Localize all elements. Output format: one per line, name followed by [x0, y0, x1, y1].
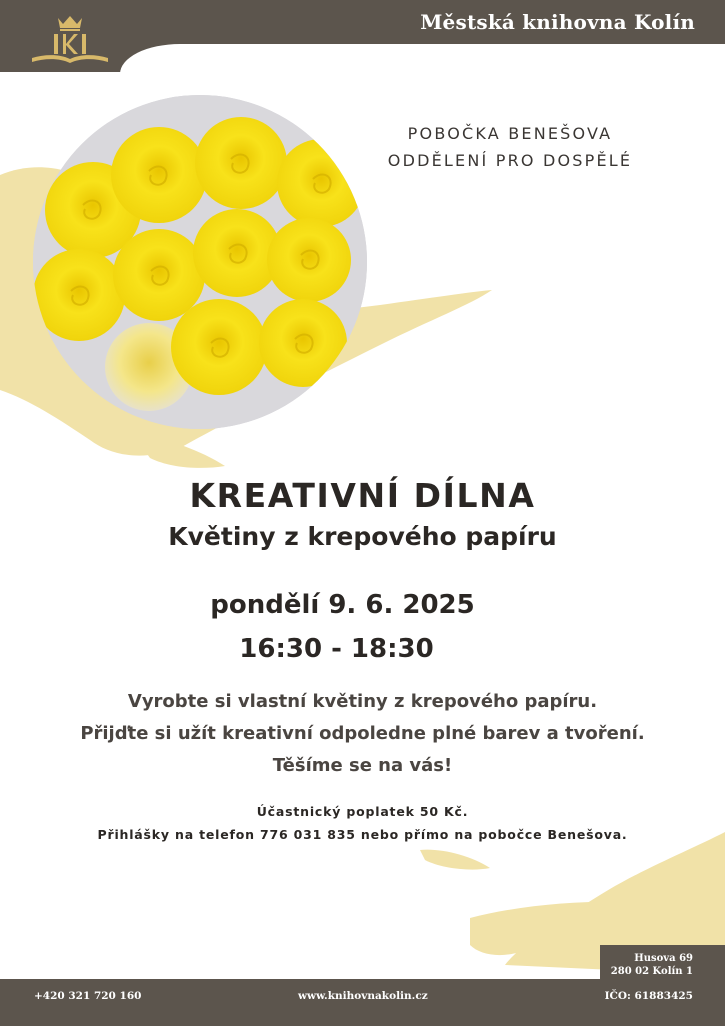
description-line: Vyrobte si vlastní květiny z krepového papíru.	[127, 691, 598, 712]
footer-phone: +420 321 720 160	[34, 990, 142, 1002]
address-street: Husova 69	[634, 953, 693, 964]
address-city: 280 02 Kolín 1	[610, 966, 693, 977]
event-info	[0, 800, 725, 846]
event-title: KREATIVNÍ DÍLNA	[189, 476, 536, 515]
branch-name: POBOČKA BENEŠOVA	[407, 124, 613, 143]
description-line: Přijďte si užít kreativní odpoledne plné barev a tvoření.	[80, 723, 645, 744]
registration-info: Přihlášky na telefon 776 031 835 nebo přímo na pobočce Benešova.	[97, 827, 628, 842]
library-name: Městská knihovna Kolín	[420, 10, 695, 34]
crowned-book-logo-icon	[30, 14, 110, 66]
footer-ico: IČO: 61883425	[604, 990, 693, 1002]
event-subtitle: Květiny z krepového papíru	[168, 522, 557, 551]
event-description	[0, 686, 725, 782]
footer-address	[611, 952, 693, 978]
yellow-paper-flowers-photo	[33, 95, 367, 429]
event-date: pondělí 9. 6. 2025	[210, 590, 475, 620]
footer-website: www.knihovnakolin.cz	[298, 990, 428, 1002]
department-name: ODDĚLENÍ PRO DOSPĚLÉ	[387, 151, 633, 170]
branch-heading	[340, 120, 680, 174]
participation-fee: Účastnický poplatek 50 Kč.	[256, 804, 469, 819]
footer-bar	[0, 979, 725, 1026]
description-line: Těšíme se na vás!	[272, 755, 453, 776]
event-time: 16:30 - 18:30	[239, 634, 434, 664]
